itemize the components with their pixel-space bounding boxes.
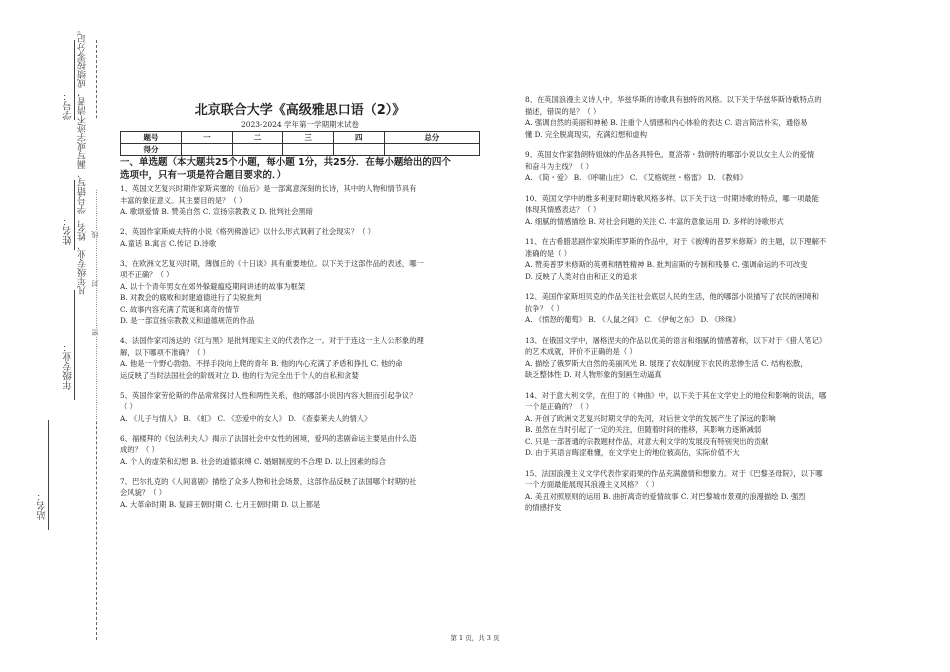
question-text: 描述，错误的是？（ ） xyxy=(525,106,601,116)
site-label: 站名： xyxy=(37,491,48,520)
question-list-right xyxy=(525,94,870,514)
question-text: 项不正确？（ ） xyxy=(120,270,174,279)
question-text: 14、对于意大利文学，在但丁的《神曲》中，以下关于其在文学史上的地位和影响的说法，哪 xyxy=(525,390,827,400)
question-options: C. 故事内容充满了荒诞和离奇的情节 xyxy=(120,304,240,314)
question-text: 解，以下哪项不准确？（ ） xyxy=(120,347,210,357)
question-text: 3、在欧洲文艺复兴时期，薄伽丘的《十日谈》具有重要地位。以下关于这部作品的表述，哪一 xyxy=(120,258,424,268)
score-table-score-row xyxy=(121,144,480,156)
name-underline xyxy=(74,180,75,250)
score-table xyxy=(120,131,480,156)
question-item xyxy=(120,476,490,511)
score-cell[interactable] xyxy=(384,144,479,156)
question-text: 1、英国文艺复兴时期作家斯宾塞的《仙后》是一部寓意深刻的长诗，其中的人物和情节具有 xyxy=(120,184,417,193)
question-options: A. 细腻的情感描绘 B. 对社会问题的关注 C. 丰富的意象运用 D. 多样的诗歌形式 xyxy=(525,216,784,226)
question-text: 5、英国作家劳伦斯的作品常常探讨人性和两性关系，他的哪部小说因内容大胆而引起争议？ xyxy=(120,390,417,400)
question-text: 10、英国文学中的维多利亚时期诗歌风格多样。以下关于这一时期诗歌的特点，哪一项最能 xyxy=(525,193,819,203)
score-cell[interactable] xyxy=(333,144,384,156)
exam-subtitle: 2023-2024 学年第一学期期末试卷 xyxy=(240,120,360,129)
question-text: 9、英国女作家勃朗特姐妹的作品各具特色，夏洛蒂・勃朗特的哪部小说以女主人公的爱情 xyxy=(525,150,815,159)
score-header-cell: 总分 xyxy=(384,132,479,144)
question-text: 一个是正确的？（ ） xyxy=(525,402,593,411)
question-item xyxy=(120,183,490,218)
question-text: 8、在英国浪漫主义诗人中，华兹华斯的诗歌具有独特的风格。以下关于华兹华斯诗歌特点的 xyxy=(525,95,822,104)
section-heading-line: 一、单选题（本大题共25个小题，每小题 1分，共25分．在每小题给出的四个 xyxy=(120,157,451,168)
question-item xyxy=(120,335,490,381)
score-cell[interactable] xyxy=(232,144,283,156)
question-item xyxy=(120,390,490,425)
right-column xyxy=(525,94,870,514)
student-id-label: 学号： xyxy=(63,91,74,120)
exam-title: 北京联合大学《高级雅思口语（2）》 xyxy=(194,103,406,118)
grade-major-underline xyxy=(74,290,75,400)
question-text: 抗争？（ ） xyxy=(525,303,564,313)
question-options: A. 个人的虚荣和幻想 B. 社会的道德束缚 C. 婚姻制度的不合理 D. 以上因素的综合 xyxy=(120,456,386,466)
question-options: A. 赞美普罗米修斯的英勇和牺牲精神 B. 批判宙斯的专制和残暴 C. 强调命运的不可改变 xyxy=(525,260,808,269)
question-item xyxy=(525,291,870,326)
question-text: 的艺术成就，评价不正确的是（ ） xyxy=(525,347,637,356)
section-heading-line: 选项中，只有一项是符合题目要求的．） xyxy=(120,170,287,181)
question-text: 15、法国浪漫主义文学代表作家雨果的作品充满激情和想象力。对于《巴黎圣母院》，以下哪 xyxy=(525,468,823,478)
page-footer: 第 1 页，共 3 页 xyxy=(450,634,500,642)
question-item xyxy=(525,468,870,514)
question-text: 会风貌？（ ） xyxy=(120,488,167,497)
question-item xyxy=(525,149,870,184)
question-item xyxy=(525,390,870,459)
score-header-cell: 二 xyxy=(232,132,283,144)
question-item xyxy=(120,433,490,468)
question-options: A. 歌颂爱情 B. 赞美自然 C. 宣扬宗教教义 D. 批判社会黑暗 xyxy=(120,207,313,216)
score-header-cell: 一 xyxy=(182,132,233,144)
score-cell[interactable] xyxy=(182,144,233,156)
instruction-text: 凡年级专业、姓名、学号错写、漏写或字迹不清者，成绩按零分记。 xyxy=(78,25,88,295)
question-text: 一个方面最能展现其浪漫主义风格？（ ） xyxy=(525,480,659,489)
question-options: A. 他是一个野心勃勃、不择手段向上爬的青年 B. 他的内心充满了矛盾和挣扎 C. 他的命 xyxy=(120,359,403,368)
question-options: D. 反映了人类对自由和正义的追求 xyxy=(525,271,638,281)
question-text: 12、美国作家斯坦贝克的作品关注社会底层人民的生活，他的哪部小说描写了农民的困境和 xyxy=(525,292,819,301)
question-options: 运反映了当时法国社会的阶级对立 D. 他的行为完全出于个人的自私和贪婪 xyxy=(120,370,359,380)
question-item xyxy=(525,94,870,140)
question-options: A.童话 B.寓言 C.传记 D.诗歌 xyxy=(120,238,217,248)
question-text: 体现其情感表达？（ ） xyxy=(525,205,601,214)
question-options: B. 对教会的腐败和封建道德进行了尖锐批判 xyxy=(120,293,262,302)
question-text: 6、福楼拜的《包法利夫人》揭示了法国社会中女性的困境，爱玛的悲剧命运主要是由什么造 xyxy=(120,433,417,443)
question-item xyxy=(120,258,490,327)
question-item xyxy=(525,335,870,381)
score-row-label: 得分 xyxy=(121,144,182,156)
question-options: A. 以十个青年男女在郊外躲避瘟疫期间讲述的故事为框架 xyxy=(120,281,306,291)
score-header-cell: 题号 xyxy=(121,132,182,144)
site-underline xyxy=(48,420,49,530)
question-options: A. 《儿子与情人》 B. 《虹》 C. 《恋爱中的女人》 D. 《查泰莱夫人的情人》 xyxy=(120,413,372,423)
question-options: 缺乏整体性 D. 对人物形象的刻画生动逼真 xyxy=(525,370,662,379)
question-text: 2、英国作家斯威夫特的小说《格列佛游记》以什么形式讽刺了社会现实？（ ） xyxy=(120,227,376,236)
question-options: A. 美丑对照原则的运用 B. 曲折离奇的爱情故事 C. 对巴黎城市景观的浪漫描绘 D. 强烈 xyxy=(525,491,806,501)
question-text: 11、在古希腊悲剧作家埃斯库罗斯的作品中，对于《被缚的普罗米修斯》的主题，以下理解不 xyxy=(525,237,827,246)
question-text: （ ） xyxy=(120,402,137,411)
question-options: D. 是一部宣扬宗教教义和道德规范的作品 xyxy=(120,316,255,325)
question-text: 丰富的象征意义。其主要目的是？（ ） xyxy=(120,195,247,205)
question-text: 准确的是（ ） xyxy=(525,248,572,258)
seal-line-text: ………………………………密………………封………………线……………… xyxy=(90,120,100,420)
question-text: 成的？（ ） xyxy=(120,445,159,454)
question-options: C. 只是一部普通的宗教题材作品，对意大利文学的发展没有特别突出的贡献 xyxy=(525,436,769,446)
question-options: 懂 D. 完全脱离现实，充满幻想和虚构 xyxy=(525,129,648,139)
left-column xyxy=(120,156,490,510)
score-cell[interactable] xyxy=(283,144,334,156)
question-text: 13、在俄国文学中，屠格涅夫的作品以优美的语言和细腻的情感著称，以下对于《猎人笔记》 xyxy=(525,335,827,345)
question-item xyxy=(525,193,870,228)
question-item xyxy=(525,236,870,282)
section-heading xyxy=(120,156,490,182)
question-options: A. 开创了欧洲文艺复兴时期文学的先河，对后世文学的发展产生了深远的影响 xyxy=(525,413,776,423)
question-text: 4、法国作家司汤达的《红与黑》是批判现实主义的代表作之一。对于于连这一主人公形象的理 xyxy=(120,336,424,345)
question-options: A. 描绘了俄罗斯大自然的美丽风光 B. 展现了农奴制度下农民的悲惨生活 C. 结构松散， xyxy=(525,358,808,368)
question-options: A. 大革命时期 B. 复辟王朝时期 C. 七月王朝时期 D. 以上都是 xyxy=(120,499,321,509)
question-text: 7、巴尔扎克的《人间喜剧》描绘了众多人物和社会场景，这部作品反映了法国哪个时期的社 xyxy=(120,476,417,486)
question-options: D. 由于其语言晦涩难懂，在文学史上的地位被高估，实际价值不大 xyxy=(525,448,740,457)
question-options: A. 《愤怒的葡萄》 B. 《人鼠之间》 C. 《伊甸之东》 D. 《珍珠》 xyxy=(525,315,740,324)
question-options: B. 虽然在当时引起了一定的关注，但随着时间的推移，其影响力逐渐减弱 xyxy=(525,425,762,434)
question-options: 的情感抒发 xyxy=(525,503,562,512)
question-options: A. 《简・爱》 B. 《呼啸山庄》 C. 《艾格妮丝・格雷》 D. 《教师》 xyxy=(525,173,748,182)
score-header-cell: 四 xyxy=(333,132,384,144)
question-list-left xyxy=(120,183,490,510)
student-id-underline xyxy=(74,40,75,120)
grade-major-label: 年级专业： xyxy=(63,342,74,390)
name-label: 姓名： xyxy=(63,216,74,245)
question-options: A. 强调自然的美丽和神秘 B. 注重个人情感和内心体验的表达 C. 语言简洁朴实，通俗易 xyxy=(525,118,808,127)
score-table-header-row xyxy=(121,132,480,144)
question-text: 和奋斗为主线？（ ） xyxy=(525,161,593,171)
score-header-cell: 三 xyxy=(283,132,334,144)
question-item xyxy=(120,226,490,249)
